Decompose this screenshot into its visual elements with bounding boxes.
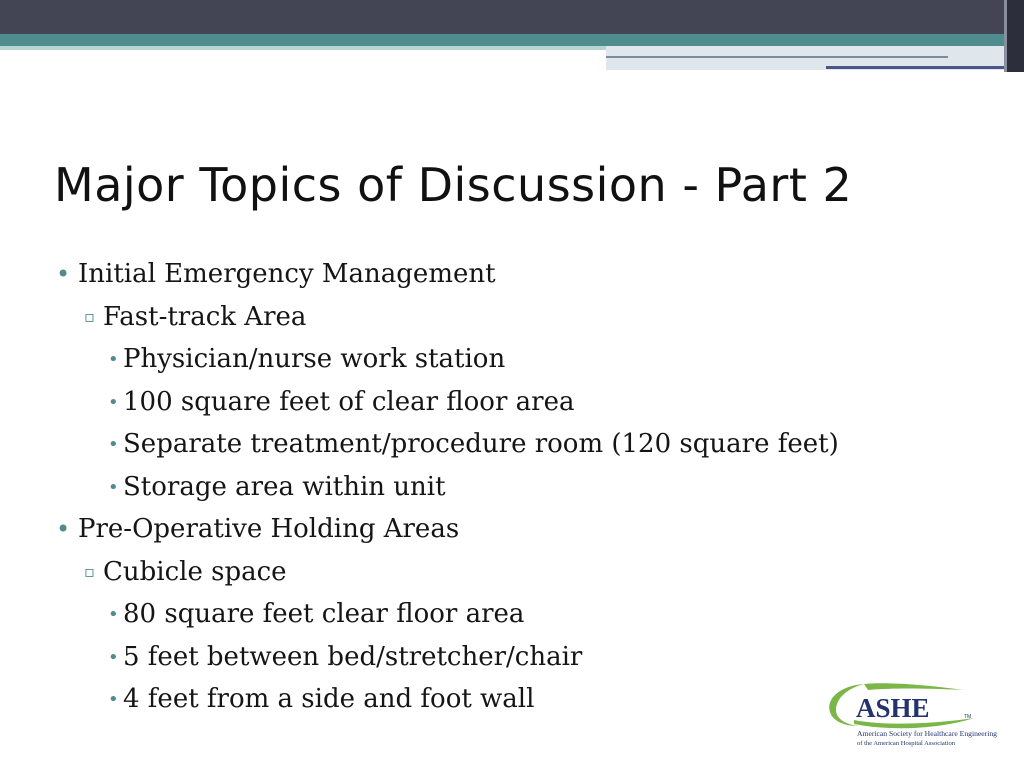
list-item <box>56 596 956 639</box>
header-edge <box>1004 0 1024 72</box>
small-dot-bullet-icon: • <box>108 391 119 413</box>
list-item-text: 80 square feet clear floor area <box>123 599 525 629</box>
small-dot-bullet-icon: • <box>108 689 119 710</box>
list-item <box>56 341 956 384</box>
list-item <box>56 554 956 597</box>
logo-wordmark: ASHE <box>856 693 930 723</box>
round-bullet-icon: • <box>56 515 71 543</box>
header-accent-line-dark <box>826 66 1004 69</box>
logo-line-1: American Society for Healthcare Engineering <box>857 729 998 738</box>
slide-title: Major Topics of Discussion - Part 2 <box>54 158 853 212</box>
list-item-text: Physician/nurse work station <box>123 344 506 374</box>
list-item-text: Pre-Operative Holding Areas <box>78 514 460 544</box>
round-bullet-icon: • <box>56 260 71 288</box>
logo-swoosh-top-icon <box>864 683 964 690</box>
header-bar-teal <box>0 34 1024 46</box>
ashe-logo <box>824 680 1000 750</box>
small-dot-bullet-icon: • <box>108 646 119 668</box>
list-item <box>56 256 956 299</box>
list-item <box>56 511 956 554</box>
small-dot-bullet-icon: • <box>108 476 119 498</box>
hollow-square-bullet-icon: ▫ <box>84 561 95 581</box>
list-item-text: Cubicle space <box>103 556 287 587</box>
list-item-text: Initial Emergency Management <box>78 259 496 289</box>
logo-tm: TM <box>964 714 972 720</box>
list-item-text: Fast-track Area <box>103 301 307 332</box>
list-item <box>56 681 956 724</box>
list-item <box>56 299 956 342</box>
logo-line-2: of the American Hospital Association <box>857 741 947 747</box>
list-item-text: 5 feet between bed/stretcher/chair <box>123 641 583 672</box>
list-item-text: Separate treatment/procedure room (120 square feet) <box>123 429 839 459</box>
list-item-text: 4 feet from a side and foot wall <box>123 684 535 714</box>
list-item <box>56 469 956 512</box>
small-dot-bullet-icon: • <box>108 434 119 455</box>
header-edge-stripe <box>1004 0 1007 72</box>
header-bar-teal-light <box>0 46 606 50</box>
list-item <box>56 426 956 469</box>
small-dot-bullet-icon: • <box>108 604 119 625</box>
header-bar-dark <box>0 0 1024 34</box>
bullet-list <box>56 256 956 724</box>
header-accent-line <box>606 56 948 58</box>
small-dot-bullet-icon: • <box>108 349 119 370</box>
list-item <box>56 639 956 682</box>
list-item-text: Storage area within unit <box>123 471 446 502</box>
list-item <box>56 384 956 427</box>
hollow-square-bullet-icon: ▫ <box>84 306 95 326</box>
list-item-text: 100 square feet of clear floor area <box>123 386 575 417</box>
